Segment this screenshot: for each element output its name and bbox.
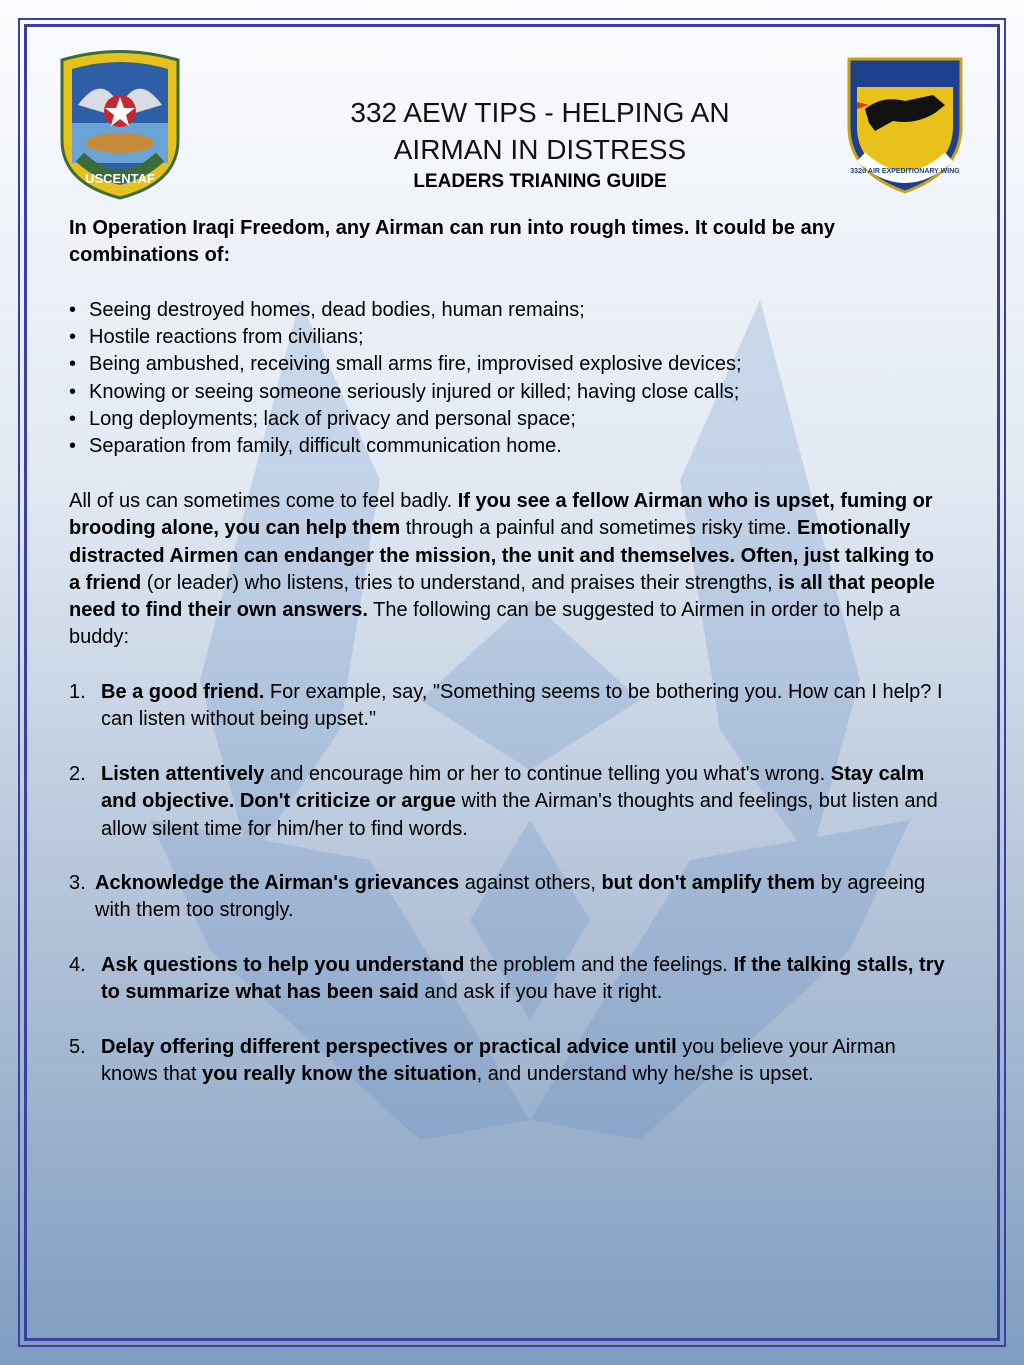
tip-text: with the Airman's thoughts and feelings, but listen and allow silent time for him/her to find words. <box>101 790 938 840</box>
page-title-line-1: 332 AEW TIPS - HELPING AN <box>350 97 730 128</box>
main-paragraph <box>69 488 949 652</box>
tip-text: and ask if you have it right. <box>418 981 663 1004</box>
tip-emphasis: Listen attentively <box>101 762 265 785</box>
tip-emphasis: If the talking stalls, try to summarize what has been said <box>101 954 945 1004</box>
para-emphasis: is all that people need to find their own answers. <box>69 571 935 622</box>
wing-emblem-text: 332d AIR EXPEDITIONARY WING <box>850 168 960 175</box>
bullet-dot-icon: • <box>69 353 77 376</box>
tip-emphasis: but don't amplify them <box>601 872 816 895</box>
spacer <box>69 925 949 952</box>
tip-emphasis: Stay calm and objective. Don't criticize or argue <box>101 762 925 813</box>
tip-text: the problem and the feelings. <box>464 954 734 977</box>
tip-number: 2. <box>69 762 86 785</box>
bullet-dot-icon: • <box>69 326 77 349</box>
uscentaf-emblem-text: USCENTAF <box>85 171 155 186</box>
bullet-text: Hostile reactions from civilians; <box>89 326 364 349</box>
spacer <box>69 1007 949 1034</box>
document-body <box>69 215 949 1089</box>
bullet-text: Knowing or seeing someone seriously injured or killed; having close calls; <box>89 380 740 403</box>
bullet-text: Separation from family, difficult communication home. <box>89 435 562 458</box>
tip-text: you believe your Airman knows that <box>101 1035 896 1086</box>
tip-item <box>69 761 949 843</box>
para-emphasis: If you see a fellow Airman who is upset, fuming or brooding alone, you can help them <box>69 489 933 540</box>
bullet-dot-icon: • <box>69 380 77 403</box>
para-text: through a painful and sometimes risky time. <box>400 517 797 540</box>
tip-text: For example, say, "Something seems to be bothering you. How can I help? I can listen without being upset." <box>101 681 943 731</box>
bullet-item <box>69 351 949 378</box>
spacer <box>69 461 949 488</box>
para-text: (or leader) who listens, tries to understand, and praises their strengths, <box>141 571 779 594</box>
uscentaf-emblem-icon <box>50 45 190 200</box>
tip-text: , and understand why he/she is upset. <box>476 1063 814 1086</box>
tip-number: 3. <box>69 872 86 895</box>
tip-emphasis: Acknowledge the Airman's grievances <box>95 872 460 895</box>
bullet-item <box>69 324 949 351</box>
tip-item <box>69 952 949 1007</box>
page-title-line-2: AIRMAN IN DISTRESS <box>393 134 687 165</box>
bullet-text: Seeing destroyed homes, dead bodies, human remains; <box>89 298 585 321</box>
spacer <box>69 270 949 297</box>
spacer <box>69 652 949 679</box>
bullet-dot-icon: • <box>69 408 77 431</box>
tip-number: 5. <box>69 1035 86 1058</box>
tip-number: 1. <box>69 681 86 704</box>
bullet-text: Long deployments; lack of privacy and personal space; <box>89 408 576 431</box>
tip-emphasis: Delay offering different perspectives or practical advice until <box>101 1035 677 1058</box>
spacer <box>69 734 949 761</box>
bullet-item <box>69 379 949 406</box>
tip-item <box>69 679 949 734</box>
bullet-item <box>69 406 949 433</box>
bullet-item <box>69 433 949 460</box>
tip-text: by agreeing with them too strongly. <box>95 872 926 922</box>
para-text: The following can be suggested to Airmen in order to help a buddy: <box>69 599 901 649</box>
tip-text: against others, <box>459 872 602 895</box>
tip-emphasis: you really know the situation <box>202 1063 477 1086</box>
para-emphasis: Emotionally distracted Airmen can endanger the mission, the unit and themselves. Often, just talking to a friend <box>69 517 934 594</box>
page-subtitle: LEADERS TRIANING GUIDE <box>413 171 667 192</box>
wing-emblem-icon <box>835 47 975 197</box>
para-text: All of us can sometimes come to feel badly. <box>69 489 458 512</box>
bullet-item <box>69 297 949 324</box>
tip-emphasis: Ask questions to help you understand <box>101 954 465 977</box>
bullet-text: Being ambushed, receiving small arms fire, improvised explosive devices; <box>89 353 742 376</box>
spacer <box>69 843 949 870</box>
intro-paragraph: In Operation Iraqi Freedom, any Airman can run into rough times. It could be any combinations of: <box>69 217 836 267</box>
tip-text: and encourage him or her to continue telling you what's wrong. <box>264 762 831 785</box>
tip-item <box>69 1034 949 1089</box>
bullet-dot-icon: • <box>69 435 77 458</box>
bullet-dot-icon: • <box>69 298 77 321</box>
tip-item <box>69 870 949 925</box>
tip-emphasis: Be a good friend. <box>101 681 265 704</box>
tip-number: 4. <box>69 954 86 977</box>
